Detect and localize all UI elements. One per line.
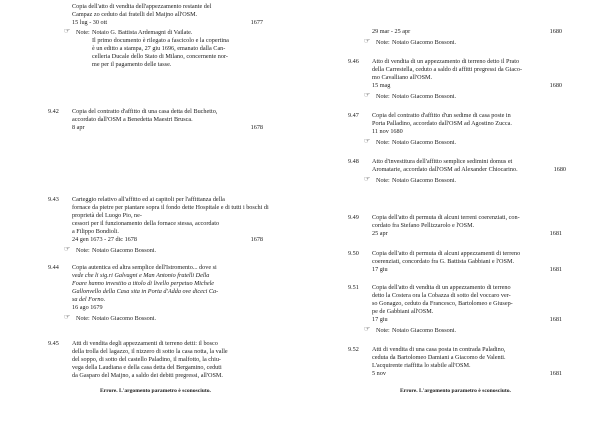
entry-text-line: Copia dell'atto di permuta di alcuni terreni coerenziati, con-: [372, 214, 520, 221]
note-text-line: è un editto a stampa, 27 giu 1696, emanato dalla Can-: [92, 45, 226, 52]
entry-year: 1678: [250, 124, 263, 131]
note-text-line: me per il pagamento delle tasse.: [92, 61, 172, 68]
note-hand-icon: ☞: [364, 325, 371, 333]
note-hand-icon: ☞: [64, 245, 71, 253]
entry-date: 8 apr: [72, 124, 85, 131]
entry-date: 25 apr: [372, 230, 388, 237]
note-text-line: Il primo documento è rilegato a fascicolo e la copertina: [92, 37, 229, 44]
entry-date: 5 nov: [372, 370, 386, 377]
note-hand-icon: ☞: [64, 313, 71, 321]
entry-text-line: Porta Palladino, accordato dall'OSM ad Agostino Zucca.: [372, 120, 512, 127]
entry-text-line: Campaz zo ceduto dai fratelli del Maijno all'OSM.: [72, 11, 198, 18]
entry-text-line: Aromatarie, accordato dall'OSM ad Alexander Chiocarino.: [372, 166, 518, 173]
page-footer: Errore. L'argomento parametro è sconosciuto.: [100, 388, 211, 394]
entry-text-line: accordato dall'OSM a Benedetta Maestri Brusca.: [72, 116, 193, 123]
entry-text-line: fornace da pietre per piantare sopra il fondo dette Hospitale e di tutti i boschi di proprietà del Luogo Pio, ne-: [72, 204, 269, 219]
entry-text-line: da Gasparo del Maijno, a saldo dei debiti pregressi, all'OSM.: [72, 372, 223, 379]
entry-text-line: pe de Gabbiani all'OSM.: [372, 308, 434, 315]
entry-year: 1680: [553, 166, 566, 173]
entry-text-line: Foare hanno investito a titolo di livello perpetuo Michele: [72, 280, 215, 287]
note-text: Notaio Giacomo Bossoni.: [392, 327, 457, 334]
note-label: Note:: [376, 39, 390, 46]
note-label: Note:: [376, 327, 390, 334]
entry-year: 1678: [250, 236, 263, 243]
entry-text-line: Atti di vendita degli appezzamenti di terreno detti: il bosco: [72, 340, 218, 347]
entry-date: 11 nov 1680: [372, 128, 403, 135]
entry-number: 9.52: [348, 346, 359, 353]
entry-text-line: Copia del contratto d'affitto d'un sedime di casa poste in: [372, 112, 511, 119]
entry-year: 1681: [549, 316, 562, 323]
entry-text-line: Atti di vendita di una casa posta in contrada Paladino,: [372, 346, 506, 353]
entry-text-line: Copia autentica ed altra semplice dell'Istromento... dove si: [72, 264, 217, 271]
note-label: Note:: [376, 139, 390, 146]
entry-text-line: Copia del contratto d'affitto di una casa detta del Buchetto,: [72, 108, 218, 115]
entry-text-line: Atto d'investitura dell'affitto semplice sedimini domus et: [372, 158, 513, 165]
entry-text-line: L'acquirente riaffitta lo stabile all'OSM.: [372, 362, 471, 369]
entry-text-line: Carteggio relativo all'affitto ed ai capitoli per l'affittanza della: [72, 196, 225, 203]
entry-number: 9.51: [348, 284, 359, 291]
entry-number: 9.49: [348, 214, 359, 221]
entry-number: 9.50: [348, 250, 359, 257]
entry-text-line: ceduta da Bartolomeo Damiani a Giacomo de Valenti.: [372, 354, 506, 361]
entry-text-line: Copia dell'atto di vendita dell'appezzamento restante del: [72, 3, 212, 10]
note-text: Notaio Giacomo Bossoni.: [392, 93, 457, 100]
entry-date: 17 giu: [372, 316, 388, 323]
right-page: [300, 0, 600, 424]
entry-text-line: a Filippo Bondioli.: [72, 228, 119, 235]
entry-number: 9.45: [48, 340, 59, 347]
note-text-line: celleria Ducale dello Stato di Milano, concernente nor-: [92, 53, 228, 60]
entry-year: 1681: [549, 266, 562, 273]
note-label: Note:: [76, 315, 90, 322]
entry-year: 1680: [549, 82, 562, 89]
note-hand-icon: ☞: [364, 175, 371, 183]
entry-year: 1680: [549, 28, 562, 35]
entry-year: 1677: [250, 19, 263, 26]
note-hand-icon: ☞: [64, 27, 71, 35]
note-text: Notaio Giacomo Bossoni.: [392, 139, 457, 146]
entry-year: 1681: [549, 370, 562, 377]
entry-number: 9.46: [348, 58, 359, 65]
entry-date: 16 ago 1679: [72, 304, 103, 311]
entry-date: 17 giu: [372, 266, 388, 273]
entry-text-line: Copia dell'atto di permuta di alcuni appezzamenti di terreno: [372, 250, 521, 257]
note-label: Note:: [76, 247, 90, 254]
entry-text-line: della trolla del lagazzo, il nizzero di sotto la casa notta, la valle: [72, 348, 228, 355]
entry-number: 9.42: [48, 108, 59, 115]
entry-number: 9.48: [348, 158, 359, 165]
entry-text-line: so Gonagzo, ceduto da Francesco, Bartolomeo e Giusep-: [372, 300, 513, 307]
entry-text-line: coerenziati, concordato fra G. Battista Gabbiani e l'OSM.: [372, 258, 515, 265]
entry-text-line: Copia dell'atto di vendita di un appezzamento di terreno: [372, 284, 511, 291]
entry-text-line: mo Cavalliano all'OSM.: [372, 74, 433, 81]
entry-text-line: Gallonvello della Casa sita in Porta d'Adda ove diceci Ca-: [72, 288, 219, 295]
entry-text-line: vede che li sig.ri Galvagni e Man Antonio fratelli Della: [72, 272, 210, 279]
note-text: Notaio Giacomo Bossoni.: [92, 315, 157, 322]
note-label: Note:: [76, 29, 90, 36]
entry-text-line: della Carrestella, ceduto a saldo di affitti pregressi da Giaco-: [372, 66, 523, 73]
note-text-line: Notaio G. Battista Ardemagni di Vailate.: [92, 29, 193, 36]
entry-number: 9.47: [348, 112, 359, 119]
entry-number: 9.43: [48, 196, 59, 203]
page-footer: Errore. L'argomento parametro è sconosciuto.: [400, 388, 511, 394]
note-text: Notaio Giacomo Bossoni.: [392, 177, 457, 184]
note-hand-icon: ☞: [364, 37, 371, 45]
entry-year: 1681: [549, 230, 562, 237]
note-label: Note:: [376, 177, 390, 184]
entry-number: 9.44: [48, 264, 59, 271]
entry-date: 15 mag: [372, 82, 391, 89]
entry-date: 15 lug - 30 ott: [72, 19, 108, 26]
entry-text-line: detto la Costera ora la Cobazza di sotto del voccaro ver-: [372, 292, 511, 299]
note-text: Notaio Giacomo Bossoni.: [92, 247, 157, 254]
entry-date: 24 gen 1673 - 27 dic 1678: [72, 236, 137, 243]
note-text: Notaio Giacomo Bossoni.: [392, 39, 457, 46]
entry-text-line: cessori per il funzionamento della fornace stessa, accordato: [72, 220, 220, 227]
entry-text-line: cordato fra Stefano Pellizzarolo e l'OSM.: [372, 222, 475, 229]
note-label: Note:: [376, 93, 390, 100]
entry-text-line: vega della Laudiana e della casa detta del Bergamino, ceduti: [72, 364, 222, 371]
note-hand-icon: ☞: [364, 91, 371, 99]
entry-text-line: del soppo, di sotto del castello Paladino, il malfotto, la chiu-: [72, 356, 221, 363]
entry-text-line: Atto di vendita di un appezzamento di terreno detto il Prato: [372, 58, 520, 65]
note-hand-icon: ☞: [364, 137, 371, 145]
entry-date: 29 mar - 25 apr: [372, 28, 411, 35]
entry-text-line: sa del Forno.: [72, 296, 106, 303]
